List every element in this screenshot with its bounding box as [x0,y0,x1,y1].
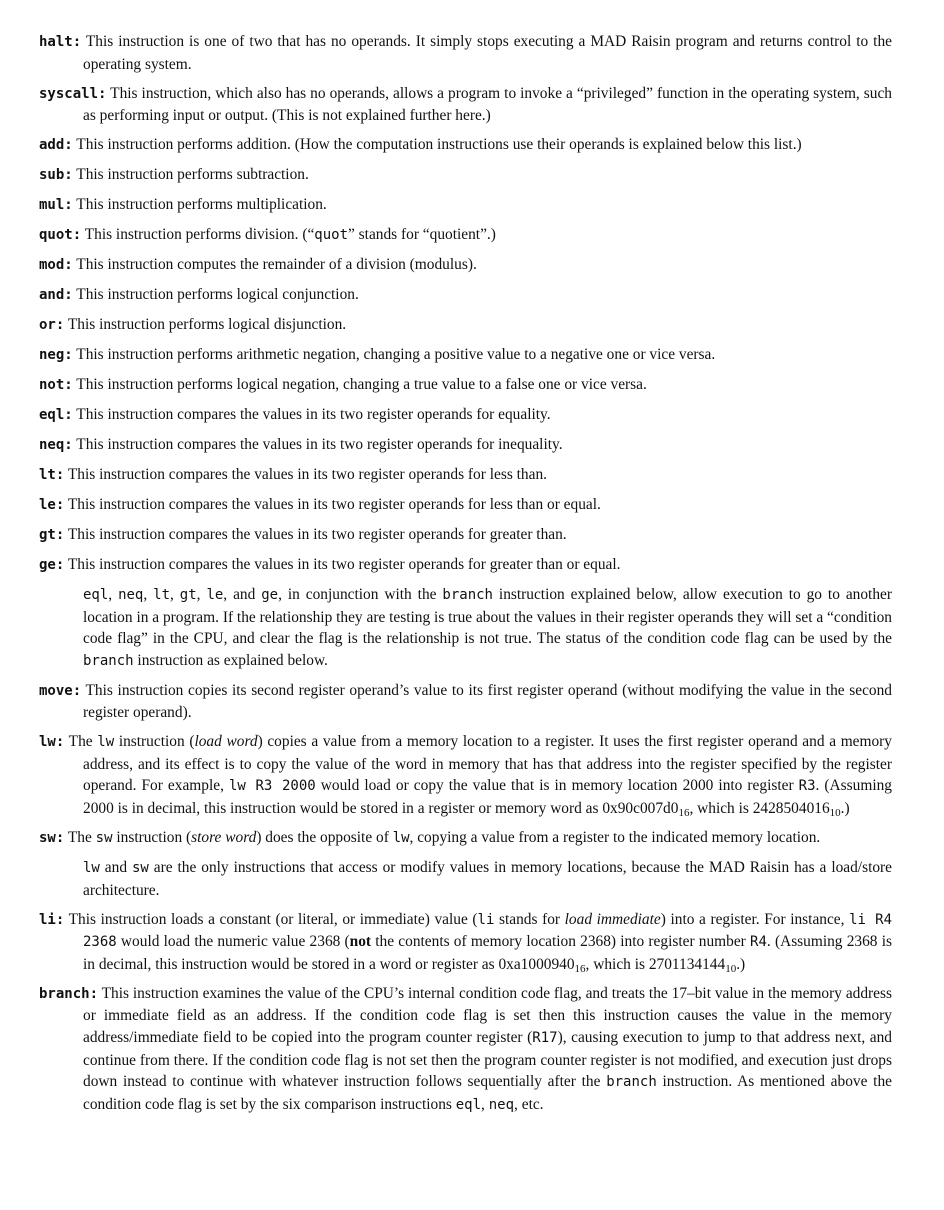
term: le: [39,496,65,513]
entry-ge: ge: This instruction compares the values in its two register operands for greater than or equal. [39,555,621,573]
entry-eql: eql: This instruction compares the values in its two register operands for equality. [39,406,551,424]
entry-move: move: This instruction copies its second register operand’s value to its first register operand (without modifying the value in the second register operand). [39,681,892,722]
term: gt: [39,526,65,543]
term: sub: [39,167,73,184]
entry-mod: mod: This instruction computes the remainder of a division (modulus). [39,256,477,274]
entry-sub: sub: This instruction performs subtraction. [39,166,309,184]
comparison-note: eql, neq, lt, gt, le, and ge, in conjunction with the branch instruction explained below, allow execution to go to another location in a program. If the relationship they are testing is true about the values in their register operands they will set a “condition code flag” in the CPU, and clear the flag is the relationship is not true. The status of the condition code flag can be used by the branch instruction as explained below. [83,585,892,669]
entry-gt: gt: This instruction compares the values in its two register operands for greater than. [39,525,567,543]
entry-sw: sw: The sw instruction (store word) does the opposite of lw, copying a value from a register to the indicated memory location. [39,829,821,847]
entry-lw: lw: The lw instruction (load word) copies a value from a memory location to a register. It uses the first register operand and a memory address, and its effect is to copy the value of the word in memory that has that address into the register specified by the register operand. For example, lw R3 2000 would load or copy the value that is in memory location 2000 into register R3. (Assuming 2000 is in decimal, this instruction would be stored in a register or memory word as $0x90c007d0_{16}$, which is $2428504016_{10}$.) [39,733,892,820]
entry-halt: halt: This instruction is one of two that has no operands. It simply stops executing a MAD Raisin program and returns control to the operating system. [39,33,892,73]
term: eql: [39,407,73,424]
load-store-note: lw and sw are the only instructions that access or modify values in memory locations, because the MAD Raisin has a load/store architecture. [83,859,893,899]
entry-quot: quot: This instruction performs division. (“quot” stands for “quotient”.) [39,226,496,244]
entry-mul: mul: This instruction performs multiplication. [39,196,327,214]
entry-and: and: This instruction performs logical conjunction. [39,286,359,304]
entry-or: or: This instruction performs logical disjunction. [39,316,347,334]
term: branch: [39,985,99,1002]
entry-add: add: This instruction performs addition. (How the computation instructions use their operands is explained below this list.) [39,136,802,154]
entry-neg: neg: This instruction performs arithmetic negation, changing a positive value to a negative one or vice versa. [39,346,716,364]
term: sw: [39,830,65,847]
term: ge: [39,556,65,573]
term: lt: [39,466,65,483]
entry-branch: branch: This instruction examines the value of the CPU’s internal condition code flag, and treats the 17–bit value in the memory address or immediate field as an address. If the condition code flag is set then this instruction causes the value in the memory address/immediate field to be copied into the program counter register (R17), causing execution to jump to that address next, and continue from there. If the condition code flag is not set then the program counter register is not modified, and execution just drops down instead to continue with whatever instruction follows sequentially after the branch instruction. As mentioned above the condition code flag is set by the six comparison instructions eql, neq, etc. [39,984,893,1113]
term: not: [39,377,73,394]
entry-neq: neq: This instruction compares the values in its two register operands for inequality. [39,436,563,453]
term: lw: [39,734,65,751]
term: mul: [39,197,73,214]
term: move: [39,682,82,699]
term: quot: [39,227,82,244]
entry-syscall: syscall: This instruction, which also has no operands, allows a program to invoke a “privileged” function in the operating system, such as performing input or output. (This is not explained further here.) [39,84,892,125]
term: neq: [39,437,73,453]
term: syscall: [39,85,107,102]
term: li: [39,911,65,928]
term: add: [39,137,73,154]
term: and: [39,287,73,304]
term: mod: [39,257,73,274]
term: halt: [39,34,82,50]
entry-not: not: This instruction performs logical negation, changing a true value to a false one or vice versa. [39,376,647,394]
term: or: [39,317,65,334]
entry-li: li: This instruction loads a constant (or literal, or immediate) value (li stands for load immediate) into a register. For instance, li R4 2368 would load the numeric value 2368 (not the contents of memory location 2368) into register number R4. (Assuming 2368 is in decimal, this instruction would be stored in a word or register as $0xa1000940_{16}$, which is $2701134144_{10}$.) [39,910,892,975]
term: neg: [39,347,73,364]
entry-lt: lt: This instruction compares the values in its two register operands for less than. [39,465,548,483]
entry-le: le: This instruction compares the values in its two register operands for less than or equal. [39,495,601,513]
